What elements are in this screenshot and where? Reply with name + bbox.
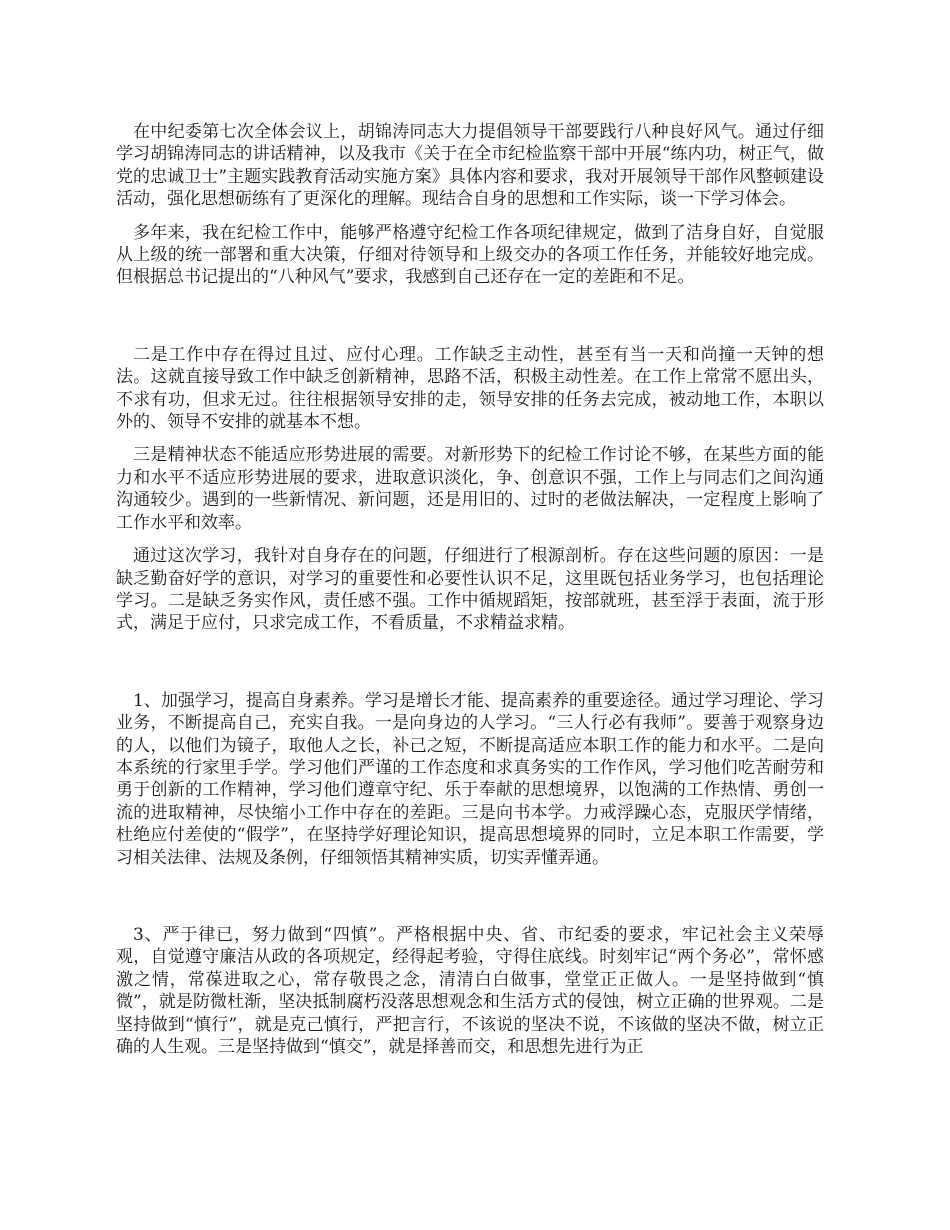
paragraph-measure-one: 1、加强学习，提高自身素养。学习是增长才能、提高素养的重要途径。通过学习理论、学习业务，不断提高自己，充实自我。一是向身边的人学习。“三人行必有我师”。要善于观察身边的人，以他们为镜子，取他人之长，补己之短，不断提高适应本职工作的能力和水平。二是向本系统的行家里手学。学习他们严谨的工作态度和求真务实的工作作风，学习他们吃苦耐劳和勇于创新的工作精神，学习他们遵章守纪、乐于奉献的思想境界，以饱满的工作热情、勇创一流的进取精神，尽快缩小工作中存在的差距。三是向书本学。力戒浮躁心态，克服厌学情绪，杜绝应付差使的“假学”，在坚持学好理论知识，提高思想境界的同时，立足本职工作需要，学习相关法律、法规及条例，仔细领悟其精神实质，切实弄懂弄通。 [116,690,824,868]
paragraph-problem-two: 二是工作中存在得过且过、应付心理。工作缺乏主动性，甚至有当一天和尚撞一天钟的想法。这就直接导致工作中缺乏创新精神，思路不活，积极主动性差。在工作上常常不愿出头，不求有功，但求无过。往往根据领导安排的走，领导安排的任务去完成，被动地工作，本职以外的、领导不安排的就基本不想。 [116,344,824,433]
paragraph-measure-three: 3、严于律已，努力做到“四慎”。严格根据中央、省、市纪委的要求，牢记社会主义荣辱观，自觉遵守廉洁从政的各项规定，经得起考验，守得住底线。时刻牢记“两个务必”，常怀感激之情，常葆进取之心，常存敬畏之念，清清白白做事，堂堂正正做人。一是坚持做到“慎微”，就是防微杜渐，坚决抵制腐朽没落思想观念和生活方式的侵蚀，树立正确的世界观。二是坚持做到“慎行”，就是克己慎行，严把言行，不该说的坚决不说，不该做的坚决不做，树立正确的人生观。三是坚持做到“慎交”，就是择善而交，和思想先进行为正 [116,924,824,1057]
paragraph-self-assessment: 多年来，我在纪检工作中，能够严格遵守纪检工作各项纪律规定，做到了洁身自好，自觉服从上级的统一部署和重大决策，仔细对待领导和上级交办的各项工作任务，并能较好地完成。但根据总书记提出的“八种风气”要求，我感到自己还存在一定的差距和不足。 [116,222,824,288]
paragraph-intro: 在中纪委第七次全体会议上，胡锦涛同志大力提倡领导干部要践行八种良好风气。通过仔细学习胡锦涛同志的讲话精神，以及我市《关于在全市纪检监察干部中开展“练内功，树正气，做党的忠诚卫士”主题实践教育活动实施方案》具体内容和要求，我对开展领导干部作风整顿建设活动，强化思想砺练有了更深化的理解。现结合自身的思想和工作实际，谈一下学习体会。 [116,122,824,210]
paragraph-problem-three: 三是精神状态不能适应形势进展的需要。对新形势下的纪检工作讨论不够，在某些方面的能力和水平不适应形势进展的要求，进取意识淡化，争、创意识不强，工作上与同志们之间沟通沟通较少。遇到的一些新情况、新问题，还是用旧的、过时的老做法解决，一定程度上影响了工作水平和效率。 [116,445,824,533]
paragraph-root-cause: 通过这次学习，我针对自身存在的问题，仔细进行了根源剖析。存在这些问题的原因：一是缺乏勤奋好学的意识，对学习的重要性和必要性认识不足，这里既包括业务学习，也包括理论学习。二是缺乏务实作风，责任感不强。工作中循规蹈矩，按部就班，甚至浮于表面，流于形式，满足于应付，只求完成工作，不看质量，不求精益求精。 [116,546,824,634]
